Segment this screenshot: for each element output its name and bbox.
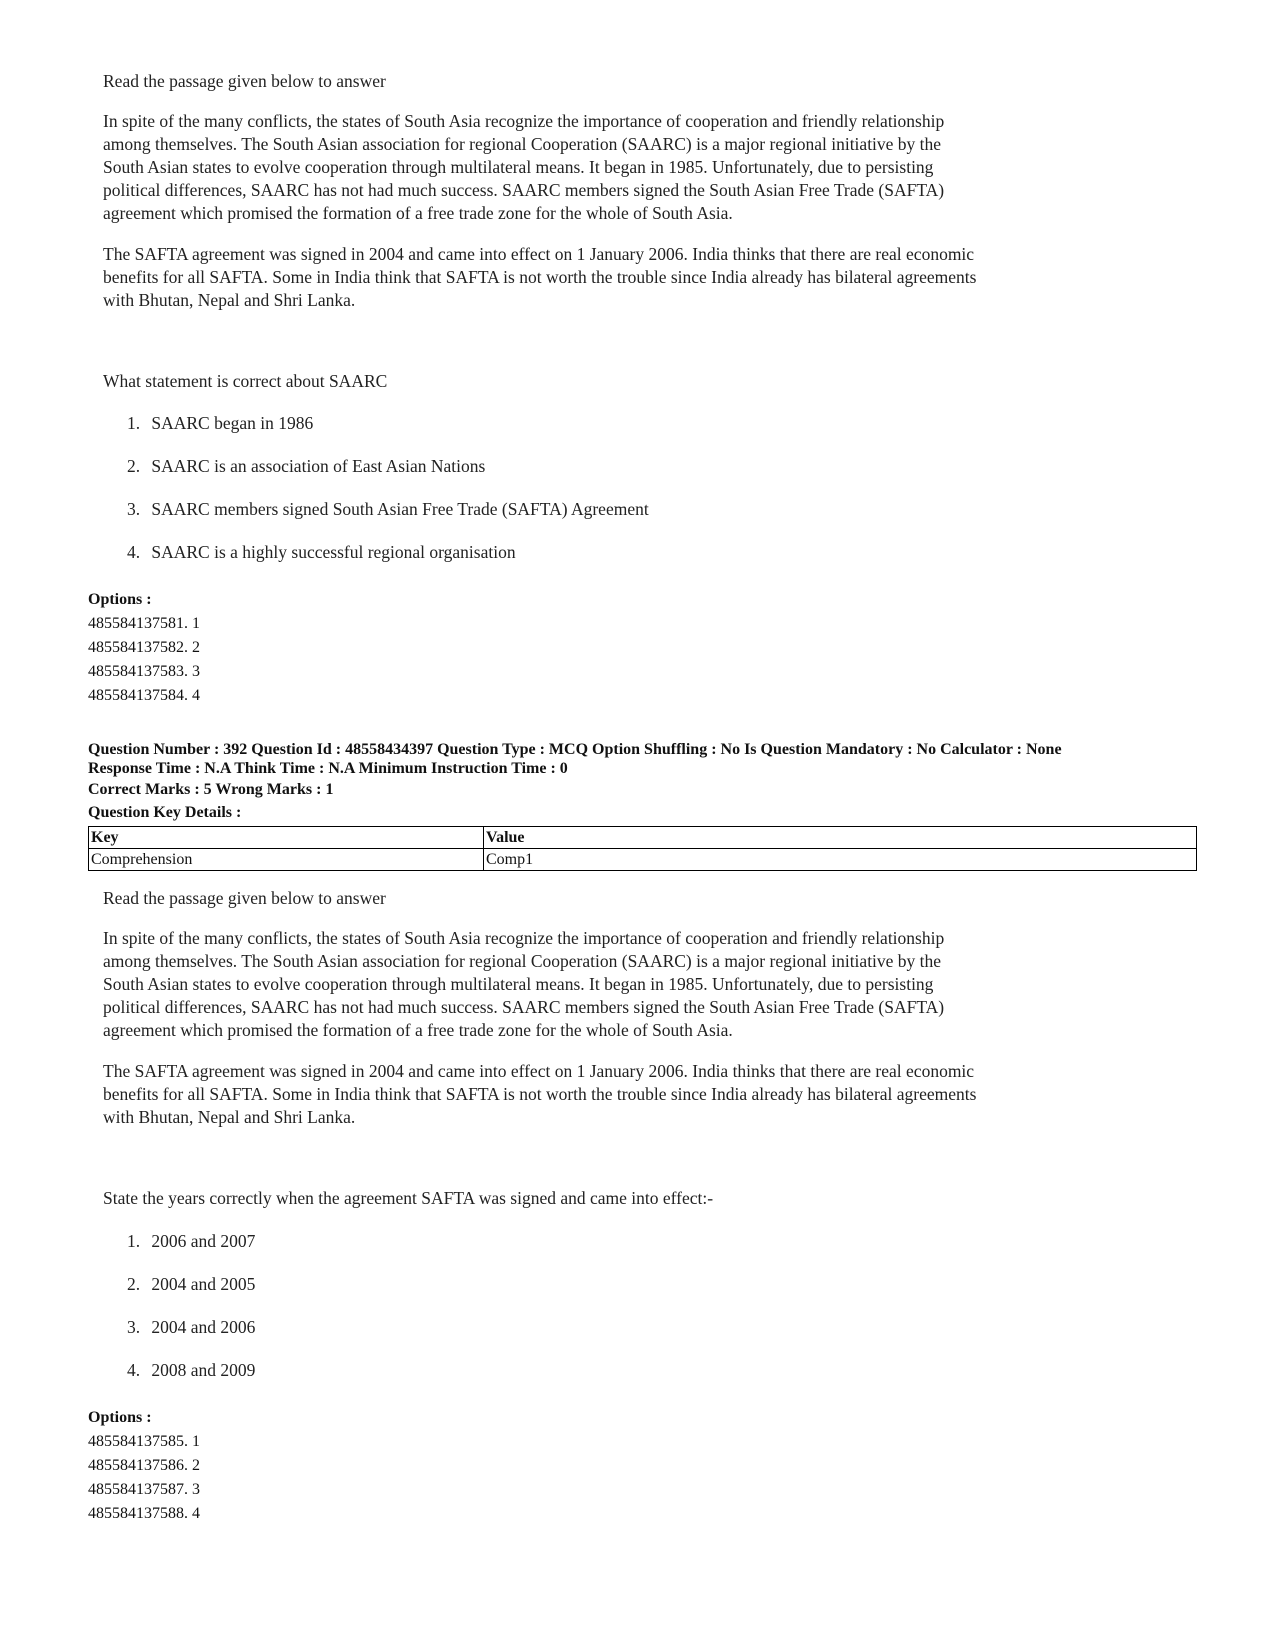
option-item: 485584137584. 4 xyxy=(88,687,200,704)
passage-intro: Read the passage given below to answer xyxy=(103,71,386,91)
choice-text: 2004 and 2005 xyxy=(151,1274,256,1294)
choice-number: 3. xyxy=(127,1317,141,1337)
choice-item xyxy=(127,1316,255,1339)
choice-item xyxy=(127,412,313,435)
choice-item xyxy=(127,1230,255,1253)
choice-number: 4. xyxy=(127,1360,141,1380)
choice-number: 1. xyxy=(127,1231,141,1251)
options-header: Options : xyxy=(88,591,152,608)
table-header-row xyxy=(89,827,1197,849)
choice-text: SAARC began in 1986 xyxy=(151,413,314,433)
key-details-table xyxy=(88,826,1197,871)
meta-line-time: Response Time : N.A Think Time : N.A Minimum Instruction Time : 0 xyxy=(88,760,568,777)
options-list-1 xyxy=(88,588,200,708)
passage-paragraph-2: The SAFTA agreement was signed in 2004 and came into effect on 1 January 2006. India thinks that there are real economic benefits for all SAFTA. Some in India think that SAFTA is not worth the trouble since India already has bilateral agreements with Bhutan, Nepal and Shri Lanka. xyxy=(103,244,977,310)
choice-item xyxy=(127,1273,255,1296)
choice-item xyxy=(127,498,649,521)
table-header-key: Key xyxy=(89,827,484,849)
question-meta xyxy=(88,740,1198,778)
choice-number: 4. xyxy=(127,542,141,562)
choice-number: 2. xyxy=(127,1274,141,1294)
choice-number: 3. xyxy=(127,499,141,519)
table-cell-value: Comp1 xyxy=(484,849,1197,871)
choice-text: SAARC is a highly successful regional organisation xyxy=(151,542,516,562)
marks-text: Correct Marks : 5 Wrong Marks : 1 xyxy=(88,781,334,798)
table-cell-key: Comprehension xyxy=(89,849,484,871)
choice-number: 2. xyxy=(127,456,141,476)
option-item: 485584137582. 2 xyxy=(88,639,200,656)
key-details-label xyxy=(88,803,1198,822)
question-text-2 xyxy=(103,1187,983,1210)
key-details-text: Question Key Details : xyxy=(88,804,242,821)
choice-text: SAARC is an association of East Asian Nations xyxy=(151,456,486,476)
question-text: What statement is correct about SAARC xyxy=(103,371,388,391)
question-text: State the years correctly when the agreement SAFTA was signed and came into effect:- xyxy=(103,1188,714,1208)
passage-block-1 xyxy=(103,70,983,330)
option-item: 485584137588. 4 xyxy=(88,1505,200,1522)
choice-text: SAARC members signed South Asian Free Trade (SAFTA) Agreement xyxy=(151,499,649,519)
meta-line-question: Question Number : 392 Question Id : 48558434397 Question Type : MCQ Option Shuffling : No Is Question Mandatory : No Calculator : None xyxy=(88,741,1062,758)
choice-number: 1. xyxy=(127,413,141,433)
choice-item xyxy=(127,541,516,564)
passage-block-2 xyxy=(103,887,983,1147)
passage-paragraph-2: The SAFTA agreement was signed in 2004 and came into effect on 1 January 2006. India thinks that there are real economic benefits for all SAFTA. Some in India think that SAFTA is not worth the trouble since India already has bilateral agreements with Bhutan, Nepal and Shri Lanka. xyxy=(103,1061,977,1127)
choice-text: 2004 and 2006 xyxy=(151,1317,256,1337)
passage-intro: Read the passage given below to answer xyxy=(103,888,386,908)
option-item: 485584137587. 3 xyxy=(88,1481,200,1498)
table-header-value: Value xyxy=(484,827,1197,849)
choice-item xyxy=(127,1359,255,1382)
options-list-2 xyxy=(88,1406,200,1526)
options-header: Options : xyxy=(88,1409,152,1426)
question-text-1 xyxy=(103,370,983,393)
table-row xyxy=(89,849,1197,871)
option-item: 485584137586. 2 xyxy=(88,1457,200,1474)
choice-text: 2006 and 2007 xyxy=(151,1231,256,1251)
option-item: 485584137585. 1 xyxy=(88,1433,200,1450)
passage-paragraph-1: In spite of the many conflicts, the states of South Asia recognize the importance of cooperation and friendly relationship among themselves. The South Asian association for regional Cooperation (SAARC) is a major regional initiative by the South Asian states to evolve cooperation through multilateral means. It began in 1985. Unfortunately, due to persisting political differences, SAARC has not had much success. SAARC members signed the South Asian Free Trade (SAFTA) agreement which promised the formation of a free trade zone for the whole of South Asia. xyxy=(103,111,945,223)
marks-line xyxy=(88,780,1198,799)
choice-item xyxy=(127,455,485,478)
option-item: 485584137583. 3 xyxy=(88,663,200,680)
option-item: 485584137581. 1 xyxy=(88,615,200,632)
choice-text: 2008 and 2009 xyxy=(151,1360,256,1380)
passage-paragraph-1: In spite of the many conflicts, the states of South Asia recognize the importance of cooperation and friendly relationship among themselves. The South Asian association for regional Cooperation (SAARC) is a major regional initiative by the South Asian states to evolve cooperation through multilateral means. It began in 1985. Unfortunately, due to persisting political differences, SAARC has not had much success. SAARC members signed the South Asian Free Trade (SAFTA) agreement which promised the formation of a free trade zone for the whole of South Asia. xyxy=(103,928,945,1040)
